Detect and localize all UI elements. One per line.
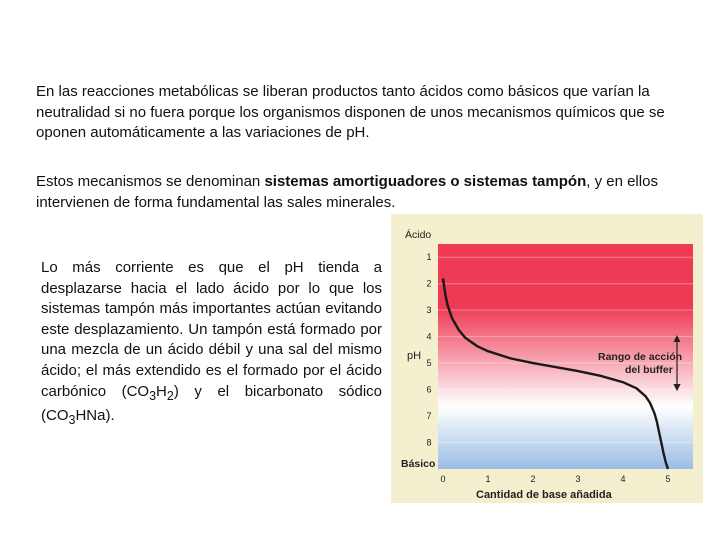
y-tick-label: 7 (426, 411, 432, 422)
p2-bold-term: sistemas amortiguadores o sistemas tampón (264, 173, 587, 190)
y-tick-label: 3 (426, 305, 432, 316)
intro-paragraph: En las reacciones metabólicas se liberan productos tanto ácidos como básicos que varían la neutralidad si no fuera porque los organismos disponen de unos mecanismos químicos que se oponen automáticamente a las variaciones de pH. (36, 83, 665, 141)
y-tick-label: 8 (426, 437, 432, 448)
p3-subscript-3: 3 (68, 413, 76, 428)
y-tick-label: 6 (426, 384, 432, 395)
ph-axis-label: pH (407, 350, 422, 362)
p3-subscript-1: 3 (149, 388, 157, 403)
x-tick-label: 5 (665, 474, 671, 484)
y-tick-label: 5 (426, 358, 432, 369)
x-tick-label: 1 (485, 474, 491, 484)
buffer-titration-chart (391, 214, 703, 503)
x-tick-labels (440, 474, 670, 484)
y-tick-label: 4 (426, 331, 432, 342)
chart-svg (391, 214, 703, 503)
basic-label: Básico (401, 458, 436, 470)
x-tick-label: 4 (620, 474, 626, 484)
p3-text-a: Lo más corriente es que el pH tienda a desplazarse hacia el lado ácido por lo que los sistemas tampón más importantes actúan evitando este desplazamiento. Un tampón está formado por una mezcla de un ácido débil y una sal del mismo ácido; el más extendido es el formado por el ácido carbónico (CO (41, 259, 382, 400)
x-tick-label: 2 (530, 474, 536, 484)
y-tick-label: 2 (426, 278, 432, 289)
x-tick-label: 0 (440, 474, 446, 484)
buffer-definition-paragraph (36, 172, 688, 213)
p3-text-end: HNa). (75, 407, 115, 425)
y-tick-labels (426, 252, 431, 447)
x-tick-label: 3 (575, 474, 581, 484)
y-tick-label: 1 (426, 252, 432, 263)
buffer-explanation-paragraph (41, 258, 382, 431)
acid-label: Ácido (405, 229, 432, 241)
p2-text-end: , y en ellos intervienen de forma fundamental las sales minerales. (36, 173, 658, 211)
p2-text-start: Estos mecanismos se denominan (36, 173, 265, 190)
buffer-range-label-line2: del buffer (625, 364, 673, 376)
buffer-range-label-line1: Rango de acción (598, 351, 683, 363)
p3-subscript-2: 2 (166, 388, 174, 403)
p3-text-h: H (156, 382, 167, 400)
x-axis-label: Cantidad de base añadida (476, 489, 612, 501)
p3-text-mid: ) y el bicarbonato sódico (CO (41, 382, 382, 425)
